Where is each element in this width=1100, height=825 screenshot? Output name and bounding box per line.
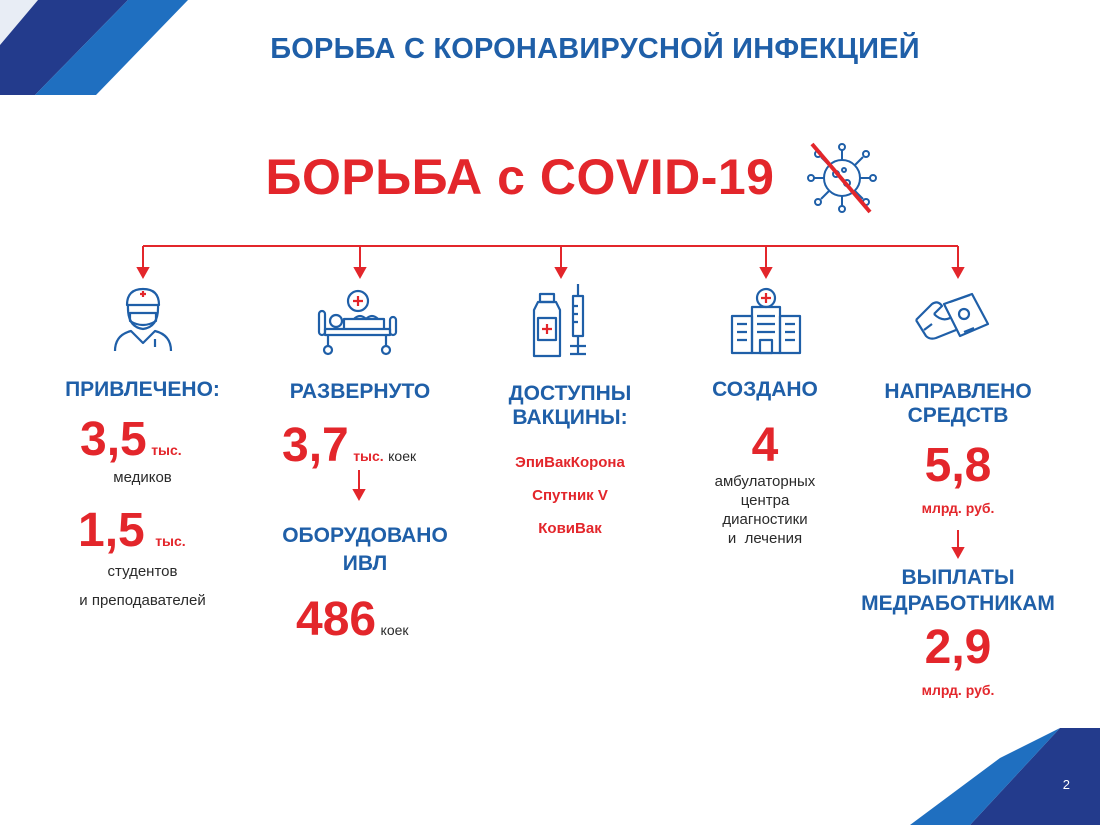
main-title: БОРЬБА с COVID-19 <box>265 149 775 205</box>
staff-students-value: 1,5 <box>78 504 145 557</box>
funds-label-b: СРЕДСТВ <box>907 404 1009 427</box>
centers-label: СОЗДАНО <box>712 378 818 401</box>
payments-label-b: МЕДРАБОТНИКАМ <box>861 592 1055 615</box>
beds-label: РАЗВЕРНУТО <box>289 380 431 403</box>
page-number: 2 <box>1062 777 1070 792</box>
staff-students-value-group <box>78 504 228 557</box>
staff-students-unit: тыс. <box>155 533 186 549</box>
centers-desc-line: диагностики <box>722 511 808 528</box>
centers-desc-line: центра <box>740 492 790 509</box>
ventilators-unit: коек <box>380 622 409 638</box>
hospital-building-icon <box>728 286 804 356</box>
staff-medics-unit: тыс. <box>151 442 182 458</box>
vaccine-item: Спутник V <box>532 487 608 504</box>
beds-value: 3,7 <box>282 419 349 472</box>
payments-unit: млрд. руб. <box>921 682 995 698</box>
beds-unit: тыс. <box>353 448 384 464</box>
staff-teachers-desc: и преподавателей <box>79 592 206 609</box>
vaccine-item: ЭпиВакКорона <box>515 454 625 471</box>
ventilators-label-a: ОБОРУДОВАНО <box>282 524 448 547</box>
payments-label-a: ВЫПЛАТЫ <box>901 566 1015 589</box>
header-title: БОРЬБА С КОРОНАВИРУСНОЙ ИНФЕКЦИЕЙ <box>270 33 920 65</box>
funds-value: 5,8 <box>924 439 992 492</box>
hospital-bed-icon <box>314 287 400 357</box>
funds-label-a: НАПРАВЛЕНО <box>884 380 1032 403</box>
beds-unit-suffix: коек <box>388 448 417 464</box>
ventilators-value-group <box>296 593 476 646</box>
staff-medics-desc: медиков <box>113 469 172 486</box>
beds-value-group <box>282 419 462 472</box>
vaccine-item: КовиВак <box>538 520 602 537</box>
vaccines-label-a: ДОСТУПНЫ <box>508 382 632 405</box>
staff-medics-value-group <box>80 413 230 466</box>
staff-medics-value: 3,5 <box>80 413 147 466</box>
centers-desc-line: и лечения <box>727 530 803 547</box>
ventilators-value: 486 <box>296 593 377 646</box>
centers-value: 4 <box>751 419 779 472</box>
funds-unit: млрд. руб. <box>921 500 995 516</box>
staff-students-desc: студентов <box>107 563 178 580</box>
payments-value: 2,9 <box>924 621 992 674</box>
ventilators-label-b: ИВЛ <box>342 552 388 575</box>
vaccine-icon <box>528 280 594 360</box>
centers-desc-line: амбулаторных <box>714 473 816 490</box>
vaccines-label-b: ВАКЦИНЫ: <box>512 406 628 429</box>
doctor-icon <box>111 285 175 353</box>
staff-label: ПРИВЛЕЧЕНО: <box>65 378 220 401</box>
money-hand-icon <box>912 290 992 352</box>
